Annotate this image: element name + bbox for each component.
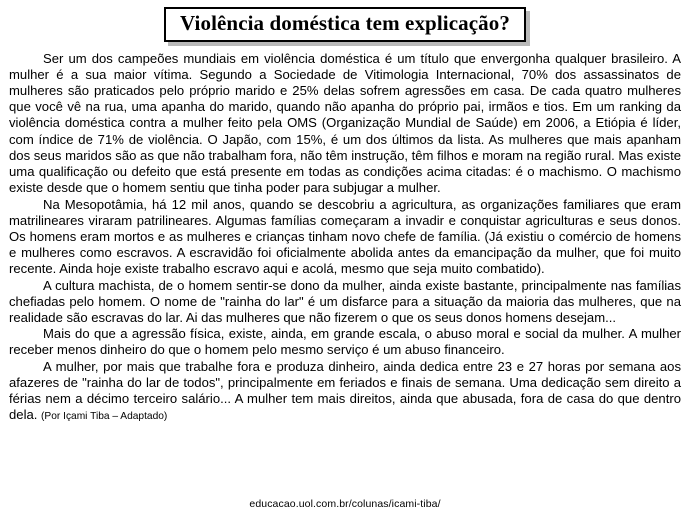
title-container: [0, 0, 690, 42]
paragraph-4: Mais do que a agressão física, existe, ainda, em grande escala, o abuso moral e social da mulher. A mulher receber menos dinheiro do que o homem pelo mesmo serviço é um abuso financeiro.: [9, 326, 681, 358]
page-title: Violência doméstica tem explicação?: [180, 11, 510, 35]
paragraph-5-text: A mulher, por mais que trabalhe fora e produza dinheiro, ainda dedica entre 23 e 27 horas por semana aos afazeres de "rainha do lar de todos", principalmente em feriados e finais de semana. Uma dedicação sem direito a férias nem a décimo terceiro salário... A mulher tem mais direitos, ainda que abusada, fora de casa do que dentro dela.: [9, 358, 681, 423]
paragraph-1: Ser um dos campeões mundiais em violência doméstica é um título que envergonha qualquer brasileiro. A mulher é a sua maior vítima. Segundo a Sociedade de Vitimologia Internacional, 70% dos assassinatos de mulheres são praticados pelo próprio marido e 25% delas sofrem agressões em casa. De cada quatro mulheres que você vê na rua, uma apanha do marido, quando não apanha do próprio pai, irmãos e tios. Em um ranking da violência doméstica contra a mulher feito pela OMS (Organização Mundial de Saúde) em 2006, a Etiópia é líder, com índice de 71% de violência. O Japão, com 15%, é um dos últimos da lista. As mulheres que mais apanham dos seus maridos são as que não trabalham fora, não têm instrução, têm filhos e moram na região rural. Mas existe uma qualificação ou defeito que está presente em todas as condições acima citadas: é o machismo. O machismo existe desde que o homem sentiu que tinha poder para subjugar a mulher.: [9, 50, 681, 196]
paragraph-2: Na Mesopotâmia, há 12 mil anos, quando se descobriu a agricultura, as organizações familiares que eram matrilineares viraram patrilineares. Algumas famílias começaram a invadir e conquistar agriculturas e seus donos. Os homens eram mortos e as mulheres e crianças tinham novo chefe de família. (Já existiu o comércio de homens e mulheres como escravos. A escravidão foi oficialmente abolida antes da emancipação da mulher, que foi muito recente. Ainda hoje existe trabalho escravo aqui e acolá, mesmo que seja muito combatido).: [9, 196, 681, 277]
source-url[interactable]: educacao.uol.com.br/colunas/icami-tiba/: [249, 498, 441, 510]
footer: [0, 494, 690, 512]
paragraph-5: [9, 359, 681, 426]
author-credit: (Por Içami Tiba – Adaptado): [41, 411, 168, 423]
title-box: [164, 7, 526, 42]
article-body: [0, 42, 690, 426]
paragraph-3: A cultura machista, de o homem sentir-se dono da mulher, ainda existe bastante, principalmente nas famílias chefiadas pelo homem. O nome de "rainha do lar" é um disfarce para a situação da maioria das mulheres, que na realidade são escravas do lar. Ai das mulheres que não fizerem o que os seus donos homens desejam...: [9, 277, 681, 325]
